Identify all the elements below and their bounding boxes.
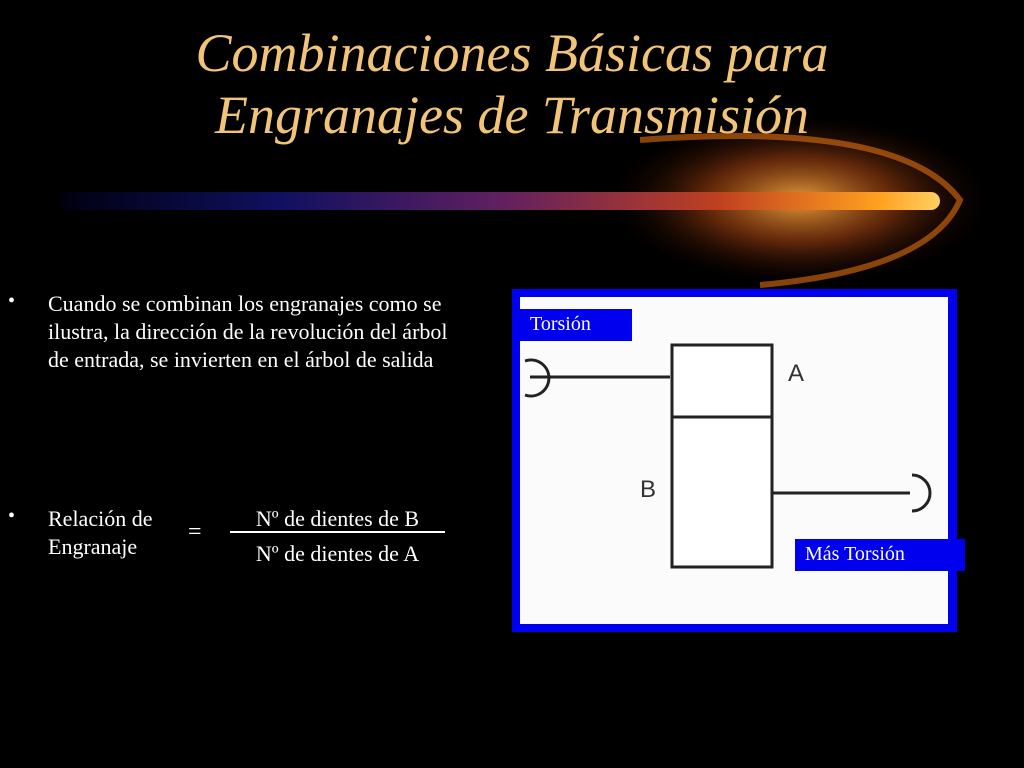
bullet-text-2: Relación de Engranaje [48, 506, 153, 559]
gear-a [672, 345, 772, 417]
title-line-2: Engranajes de Transmisión [214, 85, 810, 145]
equals-sign: = [188, 519, 202, 545]
formula-numerator: Nº de dientes de B [255, 506, 420, 531]
bullet-text-1: Cuando se combinan los engranajes como se ilustra, la dirección de la revolución del árbol de entrada, se invierten en el árbol de salida [48, 291, 448, 372]
gear-a-label: A [788, 360, 805, 387]
formula-denominator: Nº de dientes de A [255, 541, 420, 566]
gear-b-label: B [640, 476, 657, 503]
title-line-1: Combinaciones Básicas para [195, 23, 829, 83]
output-rotation-arrow-icon [912, 475, 930, 511]
bullet-dot: • [8, 290, 16, 312]
slide-title [0, 22, 1024, 146]
more-torsion-label: Más Torsión [795, 539, 965, 571]
bullet-dot: • [8, 505, 16, 527]
gear-b [672, 417, 772, 567]
gear-diagram [520, 297, 948, 624]
fraction-bar [230, 531, 445, 533]
torsion-label: Torsión [520, 309, 632, 341]
